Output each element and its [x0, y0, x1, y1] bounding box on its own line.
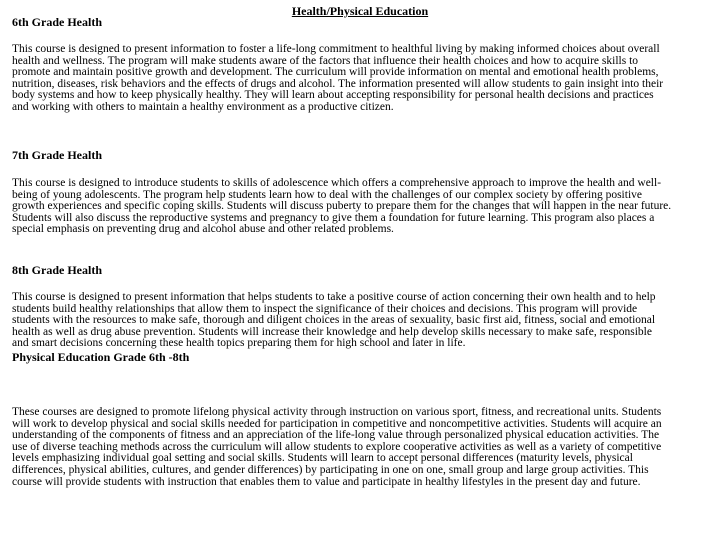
paragraph-line: and smart decisions concerning these health topics preparing them for high school and later in life.	[12, 337, 466, 350]
paragraph-line: promote and maintain positive growth and development. The curriculum will provide information on mental and emotional health problems,	[12, 66, 659, 79]
paragraph-line: special emphasis on preventing drug and alcohol abuse and other related problems.	[12, 223, 394, 236]
section-heading-physical-education: Physical Education Grade 6th -8th	[12, 350, 190, 364]
paragraph-line: This course is designed to present information that helps students to take a positive course of action concerning their own health and to help	[12, 291, 656, 303]
paragraph-line: growth experiences and specific coping skills. Students will discuss puberty to prepare them for the changes that will happen in the near future.	[12, 200, 672, 213]
section-paragraph-6th-grade-health	[12, 44, 708, 114]
section-paragraph-8th-grade-health	[12, 292, 708, 350]
paragraph-line: students build healthy relationships that allow them to inspect the significance of their choices and decisions. This program will provide	[12, 302, 638, 315]
document-title: Health/Physical Education	[291, 4, 429, 18]
paragraph-line: differences, physical abilities, cultures, and gender differences) by participating in one on one, small group and large group activities. This	[12, 463, 649, 476]
paragraph-line: This course is designed to present information to foster a life-long commitment to healthful living by making informed choices about overall	[12, 43, 660, 55]
paragraph-line: body systems and how to keep physically healthy. They will learn about accepting responsibility for personal health decisions and practices	[12, 89, 654, 102]
paragraph-line: being of young adolescents. The program help students learn how to deal with the challenges of our complex society by offering positive	[12, 188, 643, 201]
paragraph-line: understanding of the components of fitness and an appreciation of the life-long value through personalized physical education activities. The	[12, 429, 660, 442]
paragraph-line: use of diverse teaching methods across the curriculum will allow students to explore cooperative activities as well as a variety of competitive	[12, 440, 662, 453]
paragraph-line: students with the resources to make safe, thorough and diligent choices in the areas of sexuality, basic first aid, fitness, social and emotional	[12, 314, 656, 327]
paragraph-line: nutrition, diseases, risk behaviors and the effects of drugs and alcohol. The information presented will allow students to gain insight into their	[12, 77, 664, 90]
paragraph-line: health and wellness. The program will make students aware of the factors that influence their health choices and how to acquire skills to	[12, 54, 639, 67]
paragraph-line: will work to develop physical and social skills needed for participation in competitive and noncompetitive activities. Students will acquire an	[12, 417, 662, 430]
section-heading-6th-grade-health: 6th Grade Health	[12, 15, 102, 29]
paragraph-line: levels emphasizing individual goal setting and social skills. Students will learn to accept personal differences (maturity levels, physical	[12, 452, 633, 465]
section-heading-8th-grade-health: 8th Grade Health	[12, 263, 102, 277]
paragraph-line: course will provide students with instruction that enables them to value and participate in healthy lifestyles in the present day and future.	[12, 475, 641, 488]
paragraph-line: These courses are designed to promote lifelong physical activity through instruction on various sport, fitness, and recreational units. Students	[12, 406, 662, 418]
paragraph-line: and working with others to maintain a healthy environment as a productive citizen.	[12, 100, 394, 113]
paragraph-line: This course is designed to introduce students to skills of adolescence which offers a comprehensive approach to improve the health and well-	[12, 177, 662, 189]
paragraph-line: health as well as drug abuse prevention. Students will increase their knowledge and help develop skills necessary to make safe, responsible	[12, 325, 652, 338]
paragraph-line: Students will also discuss the reproductive systems and pregnancy to give them a foundation for future learning. This program also places a	[12, 211, 655, 224]
section-paragraph-physical-education	[12, 407, 708, 488]
section-paragraph-7th-grade-health	[12, 178, 708, 236]
section-heading-7th-grade-health: 7th Grade Health	[12, 148, 102, 162]
